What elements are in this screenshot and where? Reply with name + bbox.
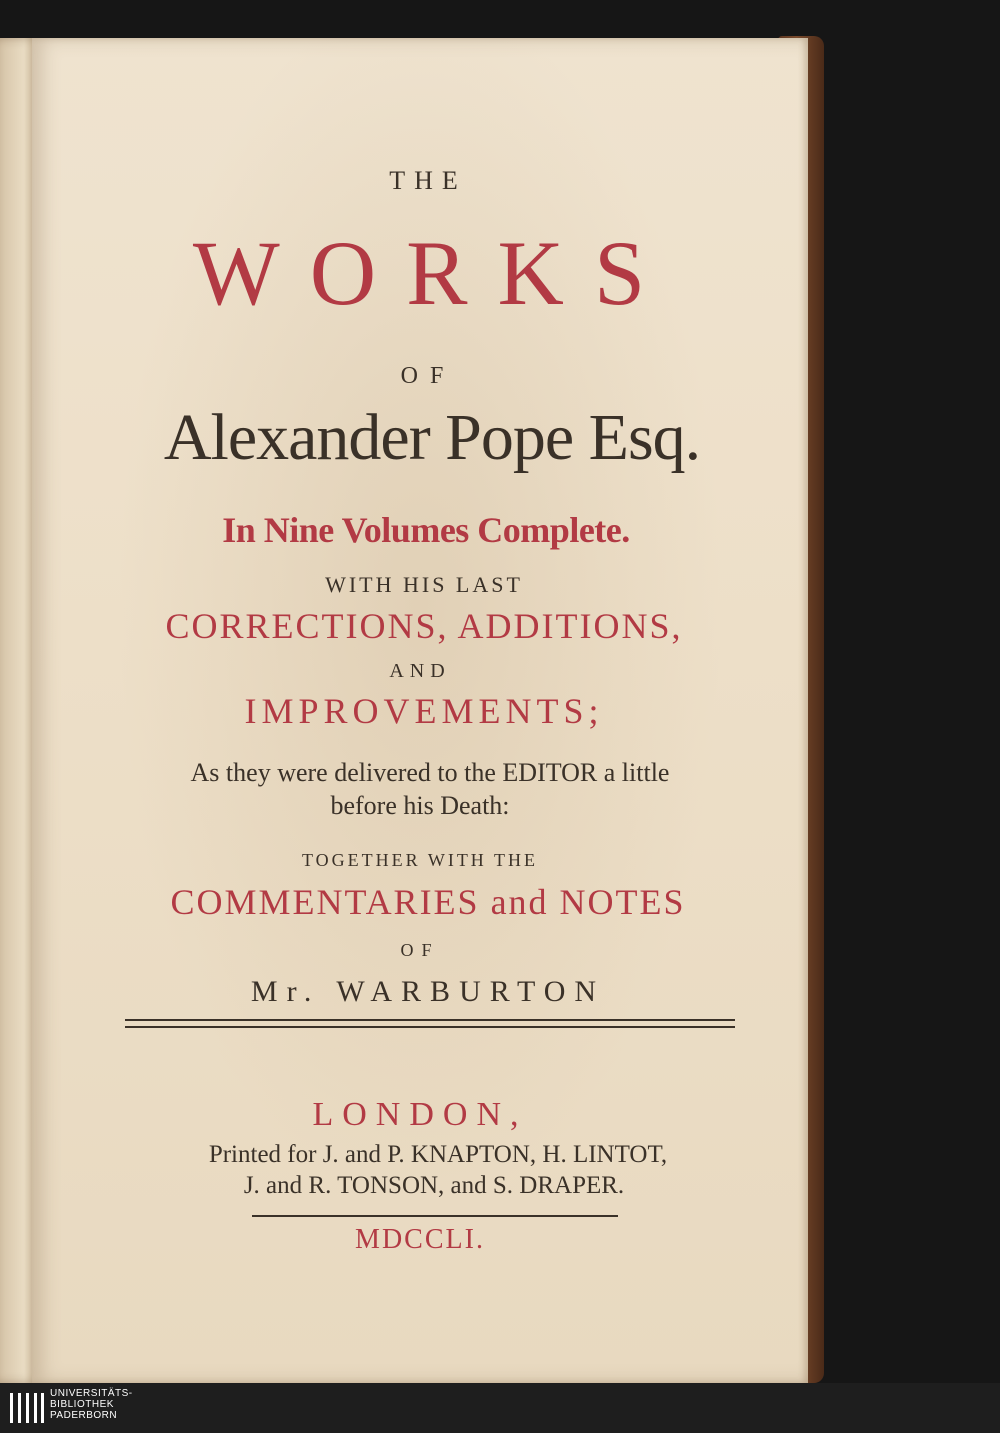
- title-works: WORKS: [192, 222, 676, 324]
- of-line-2: OF: [400, 940, 440, 960]
- corrections-line: CORRECTIONS, ADDITIONS,: [165, 606, 683, 646]
- logo-line-3: PADERBORN: [50, 1410, 118, 1421]
- logo-line-2: BIBLIOTHEK: [50, 1399, 114, 1410]
- improvements-line: IMPROVEMENTS;: [244, 691, 604, 731]
- volumes-line: In Nine Volumes Complete.: [222, 510, 630, 550]
- imprint-line-2: J. and R. TONSON, and S. DRAPER.: [243, 1172, 625, 1199]
- logo-line-1: UNIVERSITÄTS-: [50, 1388, 133, 1399]
- imprint-rule: [252, 1215, 618, 1217]
- library-footer: [0, 1383, 1000, 1433]
- imprint-date: MDCCLI.: [355, 1224, 485, 1255]
- library-logo-text: [50, 1388, 190, 1421]
- title-page: [32, 38, 808, 1383]
- with-his-last: WITH HIS LAST: [325, 572, 523, 597]
- delivered-line-2: before his Death:: [330, 791, 510, 820]
- library-logo-icon: [10, 1393, 44, 1423]
- double-rule-bottom: [125, 1026, 735, 1028]
- delivered-line-1: As they were delivered to the EDITOR a little: [190, 758, 670, 787]
- warburton-line: Mr. WARBURTON: [250, 975, 606, 1008]
- author-name: Alexander Pope Esq.: [163, 401, 701, 474]
- imprint-city: LONDON,: [312, 1096, 528, 1133]
- commentaries-line: COMMENTARIES and NOTES: [170, 882, 686, 922]
- and-line: AND: [389, 660, 451, 682]
- imprint-line-1: Printed for J. and P. KNAPTON, H. LINTOT,: [208, 1141, 668, 1168]
- title-the: THE: [389, 166, 467, 195]
- together-line: TOGETHER WITH THE: [302, 850, 538, 870]
- double-rule-top: [125, 1019, 735, 1021]
- title-of: OF: [400, 363, 456, 389]
